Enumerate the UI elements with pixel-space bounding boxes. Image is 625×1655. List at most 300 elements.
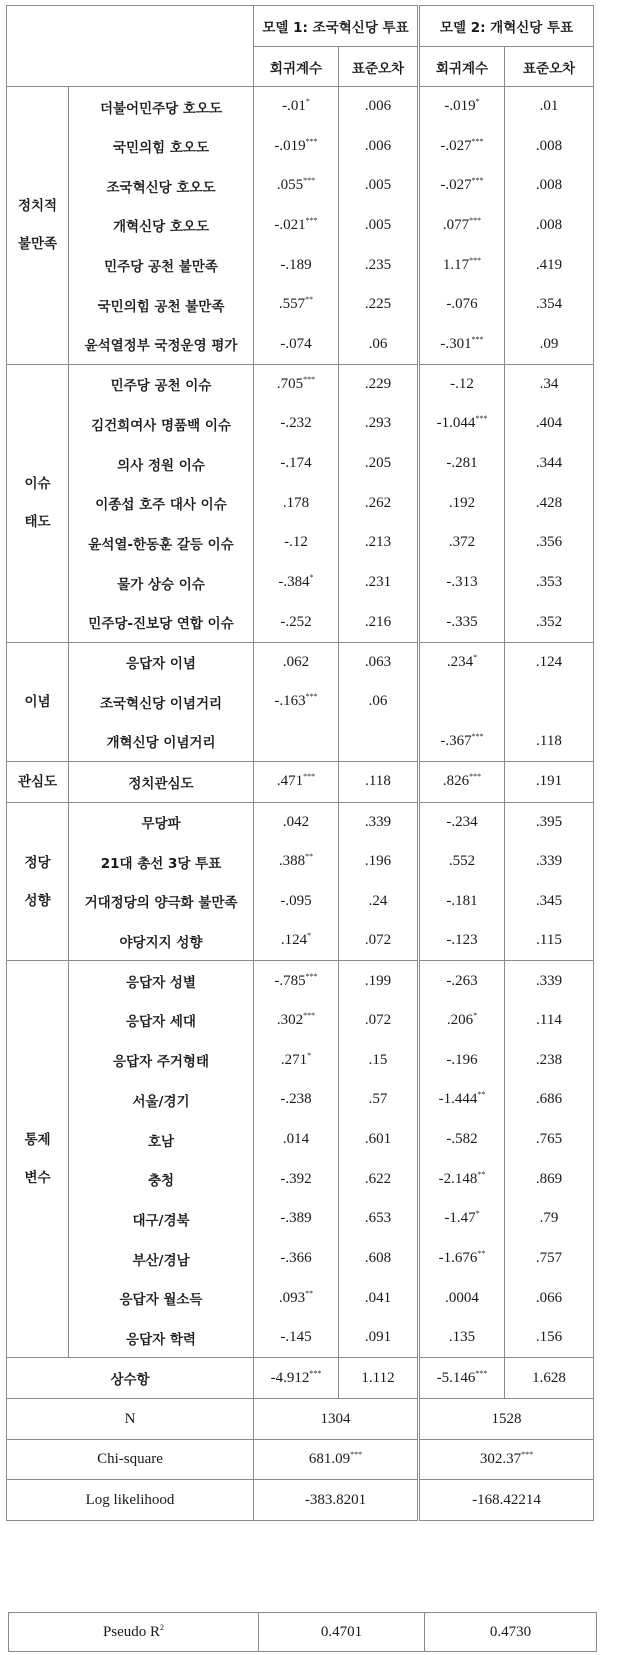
table-row: [7, 682, 594, 722]
model1-coef: [254, 761, 339, 802]
table-row: [7, 523, 594, 563]
model1-coef: [254, 1199, 339, 1239]
table-row: [7, 166, 594, 206]
table-row: [7, 245, 594, 285]
table-row: [7, 882, 594, 922]
model2-se: .344: [505, 444, 594, 484]
model2-coef-significance: ***: [471, 176, 484, 186]
model1-coef: [254, 563, 339, 603]
model1-coef: [254, 166, 339, 206]
model1-coef-value: -.389: [280, 1210, 312, 1227]
model2-coef: [419, 1040, 505, 1080]
model1-se: .205: [339, 444, 419, 484]
variable-label: 개혁신당 이념거리: [69, 722, 254, 762]
model1-header: 모델 1: 조국혁신당 투표: [254, 6, 419, 47]
variable-label: 이종섭 호주 대사 이슈: [69, 483, 254, 523]
model1-coef-value: .302: [276, 1011, 304, 1028]
variable-label: 서울/경기: [69, 1080, 254, 1120]
table-row: [7, 1239, 594, 1279]
model2-coef-value: -.263: [446, 972, 478, 989]
model1-coef-value: -.392: [280, 1170, 312, 1187]
model2-coef: [419, 523, 505, 563]
variable-label: 무당파: [69, 802, 254, 842]
model2-se: .238: [505, 1040, 594, 1080]
model1-coef-significance: *: [307, 1050, 312, 1060]
model1-coef-value: .178: [282, 494, 310, 511]
model2-se: .765: [505, 1120, 594, 1160]
model1-coef-significance: **: [305, 852, 314, 862]
model2-coef-value: .206: [446, 1011, 474, 1028]
coef-header-model1: 회귀계수: [254, 47, 339, 87]
model2-coef-value: -.027: [440, 177, 472, 194]
model1-se: .072: [339, 921, 419, 961]
model2-se: .356: [505, 523, 594, 563]
pseudo-r2-row: [9, 1613, 597, 1652]
model1-coef-value: -.232: [280, 415, 312, 432]
model1-coef-value: -.019: [274, 137, 306, 154]
model1-se: .24: [339, 882, 419, 922]
variable-label: 윤석열정부 국정운영 평가: [69, 325, 254, 365]
model1-se: .118: [339, 761, 419, 802]
model1-coef: [254, 642, 339, 682]
variable-label: 야당지지 성향: [69, 921, 254, 961]
model2-coef-value: -.582: [446, 1131, 478, 1148]
model1-se: .063: [339, 642, 419, 682]
model1-coef-value: .388: [278, 853, 306, 870]
variable-label: 충청: [69, 1159, 254, 1199]
constant-model1-coef-significance: ***: [309, 1368, 322, 1378]
model1-coef-value: .093: [278, 1289, 306, 1306]
table-row: [7, 206, 594, 246]
stat-model1-value: 1304: [320, 1410, 351, 1427]
table-row: [7, 444, 594, 484]
model1-se: .231: [339, 563, 419, 603]
model1-se: .196: [339, 842, 419, 882]
table-row: [7, 126, 594, 166]
table-row: [7, 802, 594, 842]
model1-coef-value: -.163: [274, 693, 306, 710]
table-row: [7, 285, 594, 325]
variable-label: 응답자 세대: [69, 1001, 254, 1041]
model2-se: .114: [505, 1001, 594, 1041]
model1-se: .229: [339, 364, 419, 404]
category-cell: 통제 변수: [7, 961, 69, 1358]
model2-coef-value: -1.444: [438, 1091, 478, 1108]
model1-coef-value: -.021: [274, 216, 306, 233]
model1-coef-value: .471: [276, 773, 304, 790]
model2-coef: [419, 1159, 505, 1199]
model1-coef: [254, 1239, 339, 1279]
model1-coef: [254, 444, 339, 484]
model1-se: .091: [339, 1318, 419, 1358]
model1-coef: [254, 285, 339, 325]
model2-coef-significance: ***: [469, 255, 482, 265]
model1-se: .005: [339, 166, 419, 206]
model2-se: .191: [505, 761, 594, 802]
model1-coef-value: -.785: [274, 972, 306, 989]
model1-coef: [254, 523, 339, 563]
model2-coef: [419, 245, 505, 285]
model2-coef: [419, 1199, 505, 1239]
model1-coef-value: -.384: [278, 574, 310, 591]
category-cell: 정치적 불만족: [7, 87, 69, 365]
model2-coef: [419, 1239, 505, 1279]
model2-se: .345: [505, 882, 594, 922]
model1-coef-significance: **: [305, 295, 314, 305]
model2-se: .09: [505, 325, 594, 365]
model2-coef: [419, 444, 505, 484]
model1-coef: [254, 602, 339, 642]
model2-coef-significance: *: [475, 97, 480, 107]
table-row: [7, 87, 594, 127]
model2-coef: [419, 882, 505, 922]
model2-se: .34: [505, 364, 594, 404]
model1-coef: [254, 961, 339, 1001]
model1-coef: [254, 722, 339, 762]
model2-coef-value: 1.17: [442, 256, 470, 273]
model1-coef-value: -.366: [280, 1250, 312, 1267]
model1-coef: [254, 87, 339, 127]
model2-se: .008: [505, 126, 594, 166]
variable-label: 민주당-진보당 연합 이슈: [69, 602, 254, 642]
model2-coef-value: -.367: [440, 732, 472, 749]
category-cell: 정당 성향: [7, 802, 69, 961]
variable-label: 민주당 공천 이슈: [69, 364, 254, 404]
variable-label: 김건희여사 명품백 이슈: [69, 404, 254, 444]
model1-se: .06: [339, 682, 419, 722]
variable-label: 부산/경남: [69, 1239, 254, 1279]
stat-label: Log likelihood: [7, 1480, 254, 1521]
model1-coef-value: .705: [276, 375, 304, 392]
model1-se: .608: [339, 1239, 419, 1279]
model2-coef-value: -.181: [446, 892, 478, 909]
stat-label: Chi-square: [7, 1439, 254, 1480]
model2-se: .01: [505, 87, 594, 127]
table-row: [7, 602, 594, 642]
stat-model1-value: -383.8201: [304, 1491, 367, 1508]
model2-se: .419: [505, 245, 594, 285]
model2-se: .339: [505, 842, 594, 882]
variable-label: 응답자 학력: [69, 1318, 254, 1358]
model2-coef-value: -.027: [440, 137, 472, 154]
model2-coef-value: -.301: [440, 335, 472, 352]
model2-header: 모델 2: 개혁신당 투표: [419, 6, 594, 47]
model1-coef-significance: ***: [305, 692, 318, 702]
model2-se: .353: [505, 563, 594, 603]
model2-coef: [419, 364, 505, 404]
stat-model2-value: 1528: [491, 1410, 522, 1427]
model1-coef: [254, 325, 339, 365]
variable-label: 조국혁신당 이념거리: [69, 682, 254, 722]
variable-label: 응답자 월소득: [69, 1278, 254, 1318]
variable-label: 국민의힘 호오도: [69, 126, 254, 166]
model2-coef-significance: ***: [471, 334, 484, 344]
table-row: [7, 761, 594, 802]
model1-coef: [254, 1040, 339, 1080]
model1-coef-value: .124: [280, 932, 308, 949]
model2-coef: [419, 842, 505, 882]
constant-model2-se: 1.628: [505, 1358, 594, 1399]
stat-model1: [254, 1480, 419, 1521]
constant-row: [7, 1358, 594, 1399]
table-row: [7, 1318, 594, 1358]
category-cell: 관심도: [7, 761, 69, 802]
model2-se: .008: [505, 166, 594, 206]
table-row: [7, 921, 594, 961]
model1-coef-significance: ***: [303, 1010, 316, 1020]
table-row: [7, 842, 594, 882]
constant-model2-coef: [419, 1358, 505, 1399]
model1-coef: [254, 1080, 339, 1120]
model2-se: .404: [505, 404, 594, 444]
model2-se: .395: [505, 802, 594, 842]
model2-coef-value: .372: [448, 534, 476, 551]
category-cell: 이념: [7, 642, 69, 761]
model1-coef: [254, 364, 339, 404]
table-row: [7, 642, 594, 682]
model2-coef: [419, 404, 505, 444]
model2-coef: [419, 1120, 505, 1160]
model1-coef-value: -.095: [280, 892, 312, 909]
stat-model2: [419, 1399, 594, 1440]
model2-coef: [419, 1080, 505, 1120]
model1-coef-significance: ***: [303, 772, 316, 782]
model2-se: .156: [505, 1318, 594, 1358]
table-row: [7, 1120, 594, 1160]
model1-coef-value: -.145: [280, 1329, 312, 1346]
model1-coef: [254, 206, 339, 246]
model1-se: .041: [339, 1278, 419, 1318]
table-row: [7, 961, 594, 1001]
table-row: [7, 404, 594, 444]
model2-coef-value: .135: [448, 1329, 476, 1346]
header-row-models: [7, 6, 594, 47]
constant-model2-coef-significance: ***: [475, 1368, 488, 1378]
model1-coef: [254, 921, 339, 961]
model1-coef-value: .062: [282, 653, 310, 670]
model1-coef: [254, 682, 339, 722]
model1-se: .262: [339, 483, 419, 523]
stat-row: [7, 1480, 594, 1521]
model1-se: [339, 722, 419, 762]
stat-model2: [419, 1439, 594, 1480]
model2-coef-value: -2.148: [438, 1170, 478, 1187]
model2-coef: [419, 483, 505, 523]
model2-coef-value: -.019: [444, 98, 476, 115]
variable-label: 응답자 이념: [69, 642, 254, 682]
model2-coef-value: -.281: [446, 455, 478, 472]
model2-coef-value: .234: [446, 653, 474, 670]
constant-model2-coef-value: -5.146: [436, 1369, 476, 1386]
model1-coef: [254, 483, 339, 523]
category-cell: 이슈 태도: [7, 364, 69, 642]
regression-table: [6, 5, 594, 1521]
table-row: [7, 364, 594, 404]
variable-label: 호남: [69, 1120, 254, 1160]
model1-se: .213: [339, 523, 419, 563]
model2-coef-value: .552: [448, 853, 476, 870]
table-row: [7, 1040, 594, 1080]
model2-coef-significance: ***: [471, 731, 484, 741]
coef-header-model2: 회귀계수: [419, 47, 505, 87]
model2-se: .339: [505, 961, 594, 1001]
model2-se: .428: [505, 483, 594, 523]
table-row: [7, 483, 594, 523]
model1-se: .005: [339, 206, 419, 246]
model1-se: .199: [339, 961, 419, 1001]
model2-coef-value: .826: [442, 773, 470, 790]
se-header-model1: 표준오차: [339, 47, 419, 87]
model2-coef-value: -.335: [446, 613, 478, 630]
variable-label: 윤석열-한동훈 갈등 이슈: [69, 523, 254, 563]
model1-se: .225: [339, 285, 419, 325]
model2-coef: [419, 1278, 505, 1318]
model2-coef: [419, 761, 505, 802]
model1-coef-significance: *: [309, 573, 314, 583]
model2-coef-significance: ***: [475, 414, 488, 424]
model2-se: .869: [505, 1159, 594, 1199]
table-row: [7, 325, 594, 365]
stat-model2-significance: ***: [521, 1450, 534, 1460]
model2-coef-value: -.196: [446, 1051, 478, 1068]
model1-se: .339: [339, 802, 419, 842]
model2-coef-value: -1.044: [436, 415, 476, 432]
model2-se: .066: [505, 1278, 594, 1318]
model1-coef: [254, 1278, 339, 1318]
variable-label: 거대정당의 양극화 불만족: [69, 882, 254, 922]
model2-coef-value: -.313: [446, 574, 478, 591]
model1-coef-value: -.01: [282, 98, 306, 115]
model1-coef-significance: **: [305, 1288, 314, 1298]
stat-model2: [419, 1480, 594, 1521]
model2-se: .124: [505, 642, 594, 682]
model2-coef: [419, 722, 505, 762]
model2-se: .757: [505, 1239, 594, 1279]
model1-coef-value: .014: [282, 1131, 310, 1148]
model2-se: .115: [505, 921, 594, 961]
model2-coef-significance: *: [475, 1209, 480, 1219]
constant-model1-se: 1.112: [339, 1358, 419, 1399]
variable-label: 응답자 주거형태: [69, 1040, 254, 1080]
model2-coef: [419, 921, 505, 961]
table-row: [7, 722, 594, 762]
table-row: [7, 1001, 594, 1041]
model1-se: .235: [339, 245, 419, 285]
model2-coef: [419, 206, 505, 246]
model1-coef-value: .557: [278, 296, 306, 313]
model1-se: .006: [339, 87, 419, 127]
variable-label: 민주당 공천 불만족: [69, 245, 254, 285]
table-row: [7, 1080, 594, 1120]
stat-model2-value: -168.42214: [472, 1491, 541, 1508]
model1-coef: [254, 802, 339, 842]
model1-coef-value: -.252: [280, 613, 312, 630]
variable-label: 조국혁신당 호오도: [69, 166, 254, 206]
model2-coef-value: .192: [448, 494, 476, 511]
model2-coef: [419, 1001, 505, 1041]
table-row: [7, 563, 594, 603]
model1-se: .57: [339, 1080, 419, 1120]
model2-coef: [419, 166, 505, 206]
model1-coef: [254, 1159, 339, 1199]
model1-coef: [254, 404, 339, 444]
model1-coef: [254, 126, 339, 166]
model1-coef-significance: ***: [305, 215, 318, 225]
model2-coef-value: -.123: [446, 932, 478, 949]
stat-model1-significance: ***: [350, 1450, 363, 1460]
model2-coef-significance: *: [473, 1010, 478, 1020]
model2-se: .008: [505, 206, 594, 246]
model1-coef: [254, 1001, 339, 1041]
model1-coef-significance: ***: [305, 136, 318, 146]
model2-coef-significance: **: [477, 1249, 486, 1259]
variable-label: 정치관심도: [69, 761, 254, 802]
model1-coef: [254, 245, 339, 285]
model2-coef: [419, 682, 505, 722]
model1-coef-significance: ***: [303, 176, 316, 186]
model1-coef-value: -.189: [280, 256, 312, 273]
model2-coef: [419, 325, 505, 365]
se-header-model2: 표준오차: [505, 47, 594, 87]
model2-coef-significance: **: [477, 1169, 486, 1179]
stat-label: N: [7, 1399, 254, 1440]
model2-se: [505, 682, 594, 722]
model2-se: .79: [505, 1199, 594, 1239]
model1-coef: [254, 882, 339, 922]
model1-se: .06: [339, 325, 419, 365]
model1-coef-value: -.074: [280, 335, 312, 352]
table-row: [7, 1159, 594, 1199]
model2-coef: [419, 961, 505, 1001]
model2-coef-value: .0004: [445, 1289, 479, 1306]
model2-coef-significance: ***: [471, 136, 484, 146]
stat-row: [7, 1399, 594, 1440]
model2-coef-significance: **: [477, 1090, 486, 1100]
model1-coef-value: .271: [280, 1051, 308, 1068]
variable-label: 21대 총선 3당 투표: [69, 842, 254, 882]
model2-coef-significance: ***: [469, 772, 482, 782]
model2-coef-value: -.076: [446, 296, 478, 313]
constant-model1-coef: [254, 1358, 339, 1399]
model2-coef: [419, 802, 505, 842]
pseudo-r2-table: [8, 1612, 597, 1652]
model1-se: .622: [339, 1159, 419, 1199]
model1-coef: [254, 842, 339, 882]
model1-coef: [254, 1318, 339, 1358]
model2-coef-value: -.12: [450, 375, 474, 392]
model2-coef: [419, 126, 505, 166]
model2-coef-value: -.234: [446, 813, 478, 830]
model1-se: .15: [339, 1040, 419, 1080]
model1-coef-value: -.174: [280, 455, 312, 472]
pseudo-r2-model2: 0.4730: [425, 1613, 597, 1652]
variable-label: 대구/경북: [69, 1199, 254, 1239]
stat-row: [7, 1439, 594, 1480]
stat-model2-value: 302.37: [479, 1451, 522, 1468]
stat-model1: [254, 1399, 419, 1440]
model1-coef-significance: ***: [303, 374, 316, 384]
model1-coef-value: .055: [276, 177, 304, 194]
variable-label: 개혁신당 호오도: [69, 206, 254, 246]
model2-coef-significance: *: [473, 652, 478, 662]
model1-coef-value: .042: [282, 813, 310, 830]
variable-label: 응답자 성별: [69, 961, 254, 1001]
model1-se: .216: [339, 602, 419, 642]
model2-coef-value: -1.47: [444, 1210, 476, 1227]
stat-model1: [254, 1439, 419, 1480]
model2-se: .352: [505, 602, 594, 642]
model2-coef: [419, 642, 505, 682]
